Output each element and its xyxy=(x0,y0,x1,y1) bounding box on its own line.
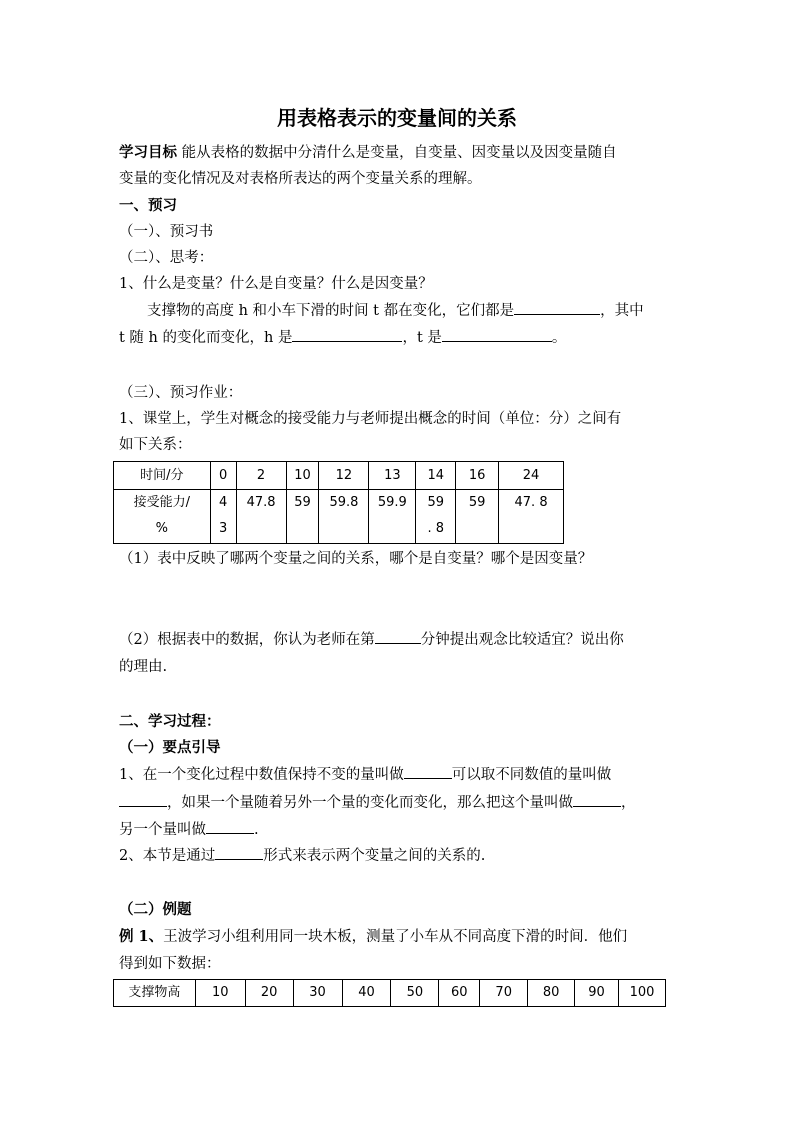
page-title: 用表格表示的变量间的关系 xyxy=(277,106,517,130)
table-cell: 24 xyxy=(499,462,564,490)
homework-question-2-line-1 xyxy=(119,629,679,651)
table-cell: 16 xyxy=(456,462,499,490)
table-cell: 10 xyxy=(195,980,245,1007)
table-header-label: 支撑物高 xyxy=(114,980,196,1007)
row-label-bottom: % xyxy=(155,521,169,536)
preview-book-item: （一）、预习书 xyxy=(119,224,214,240)
answer-blank xyxy=(215,845,263,860)
homework-1-line-1: 1、课堂上，学生对概念的接受能力与老师提出概念的时间（单位：分）之间有 xyxy=(119,411,622,427)
table-cell: 50 xyxy=(391,980,439,1007)
objective-text-1: 能从表格的数据中分清什么是变量，自变量、因变量以及因变量随自 xyxy=(177,145,617,161)
cell-value: 47. 8 xyxy=(514,495,548,510)
cell-value: 59.9 xyxy=(377,495,407,510)
q1-text-e: 。 xyxy=(551,330,567,346)
objective-label: 学习目标 xyxy=(119,144,177,161)
table-cell: 0 xyxy=(210,462,236,490)
p2-text-a: 2、本节是通过 xyxy=(119,848,216,864)
table-cell xyxy=(319,490,369,544)
cell-value: 47.8 xyxy=(246,495,276,510)
p2-text-b: 形式来表示两个变量之间的关系的. xyxy=(263,848,486,864)
homework-item: （三）、预习作业： xyxy=(119,385,243,401)
q1-text-b: ，其中 xyxy=(600,303,644,319)
q1-text-d: ，t 是 xyxy=(402,330,442,346)
key-points-heading: （一）要点引导 xyxy=(119,739,221,756)
table-cell: 100 xyxy=(618,980,665,1007)
table-cell: 30 xyxy=(293,980,342,1007)
table-cell: 2 xyxy=(236,462,286,490)
key-point-1-line-1 xyxy=(119,764,679,786)
hw-q2-text-b: 分钟提出观念比较适宜？说出你 xyxy=(420,632,624,648)
table-cell: 12 xyxy=(319,462,369,490)
cell-value: 59 xyxy=(468,495,486,510)
table-cell: 40 xyxy=(342,980,391,1007)
homework-question-2-line-2: 的理由. xyxy=(119,659,168,675)
table-cell: 20 xyxy=(245,980,293,1007)
question-1-text-line-1 xyxy=(147,300,679,322)
cell-value: 59 xyxy=(427,495,445,510)
height-table xyxy=(113,979,666,1007)
question-1-text-line-2 xyxy=(119,327,679,349)
objective-line-1 xyxy=(119,142,679,164)
table-cell: 14 xyxy=(416,462,456,490)
table-cell xyxy=(499,490,564,544)
homework-question-1: （1）表中反映了哪两个变量之间的关系，哪个是自变量？哪个是因变量？ xyxy=(119,551,593,567)
answer-blank xyxy=(573,792,621,807)
examples-heading: （二）例题 xyxy=(119,901,192,918)
p1-text-f: . xyxy=(254,822,259,838)
row-label-top: 接受能力/ xyxy=(133,495,191,510)
example-1-line-2: 得到如下数据： xyxy=(119,956,221,972)
height-table-row xyxy=(114,980,666,1007)
answer-blank xyxy=(292,327,402,342)
table-cell xyxy=(286,490,319,544)
answer-blank xyxy=(442,327,552,342)
table-cell: 13 xyxy=(369,462,416,490)
table-cell: 10 xyxy=(286,462,319,490)
cell-value: 59 xyxy=(294,495,311,510)
key-point-1-line-2 xyxy=(119,792,679,814)
table-header-label: 时间/分 xyxy=(114,462,211,490)
objective-line-2: 变量的变化情况及对表格所表达的两个变量关系的理解。 xyxy=(119,171,482,187)
table-cell xyxy=(210,490,236,544)
answer-blank xyxy=(119,792,167,807)
acceptance-table xyxy=(113,461,564,544)
think-item: （二）、思考： xyxy=(119,250,214,266)
section1-heading: 一、预习 xyxy=(119,197,177,214)
answer-blank xyxy=(375,629,421,644)
p1-text-e: 另一个量叫做 xyxy=(119,822,206,838)
table-cell xyxy=(236,490,286,544)
p1-text-c: ，如果一个量随着另外一个量的变化而变化，那么把这个量叫做 xyxy=(167,795,573,811)
homework-1-line-2: 如下关系： xyxy=(119,437,192,453)
cell-value: 59.8 xyxy=(329,495,359,510)
key-point-2 xyxy=(119,845,679,867)
table-cell: 90 xyxy=(575,980,619,1007)
example-text-1: 王波学习小组利用同一块木板，测量了小车从不同高度下滑的时间．他们 xyxy=(163,929,628,945)
example-label: 例 1、 xyxy=(119,928,164,945)
p1-text-a: 1、在一个变化过程中数值保持不变的量叫做 xyxy=(119,767,404,783)
answer-blank xyxy=(206,819,254,834)
table-cell xyxy=(456,490,499,544)
table-cell xyxy=(416,490,456,544)
table-cell: 70 xyxy=(480,980,528,1007)
cell-value: 4 xyxy=(219,495,228,510)
key-point-1-line-3 xyxy=(119,819,679,841)
table-cell xyxy=(369,490,416,544)
cell-value-wrap: . 8 xyxy=(427,521,445,536)
q1-text-a: 支撑物的高度 h 和小车下滑的时间 t 都在变化，它们都是 xyxy=(147,303,515,319)
answer-blank xyxy=(404,764,452,779)
section2-heading: 二、学习过程： xyxy=(119,713,221,730)
q1-text-c: t 随 h 的变化而变化，h 是 xyxy=(119,330,293,346)
table-value-row xyxy=(114,490,564,544)
cell-value-wrap: 3 xyxy=(219,521,228,536)
p1-text-b: 可以取不同数值的量叫做 xyxy=(451,767,612,783)
hw-q2-text-a: （2）根据表中的数据，你认为老师在第 xyxy=(119,632,375,648)
table-cell: 80 xyxy=(528,980,575,1007)
table-cell: 60 xyxy=(439,980,480,1007)
answer-blank xyxy=(514,300,600,315)
question-1: 1、什么是变量？什么是自变量？什么是因变量？ xyxy=(119,276,433,292)
table-row-label xyxy=(114,490,211,544)
table-header-row xyxy=(114,462,564,490)
example-1-line-1 xyxy=(119,926,679,948)
p1-text-d: ， xyxy=(621,795,636,811)
